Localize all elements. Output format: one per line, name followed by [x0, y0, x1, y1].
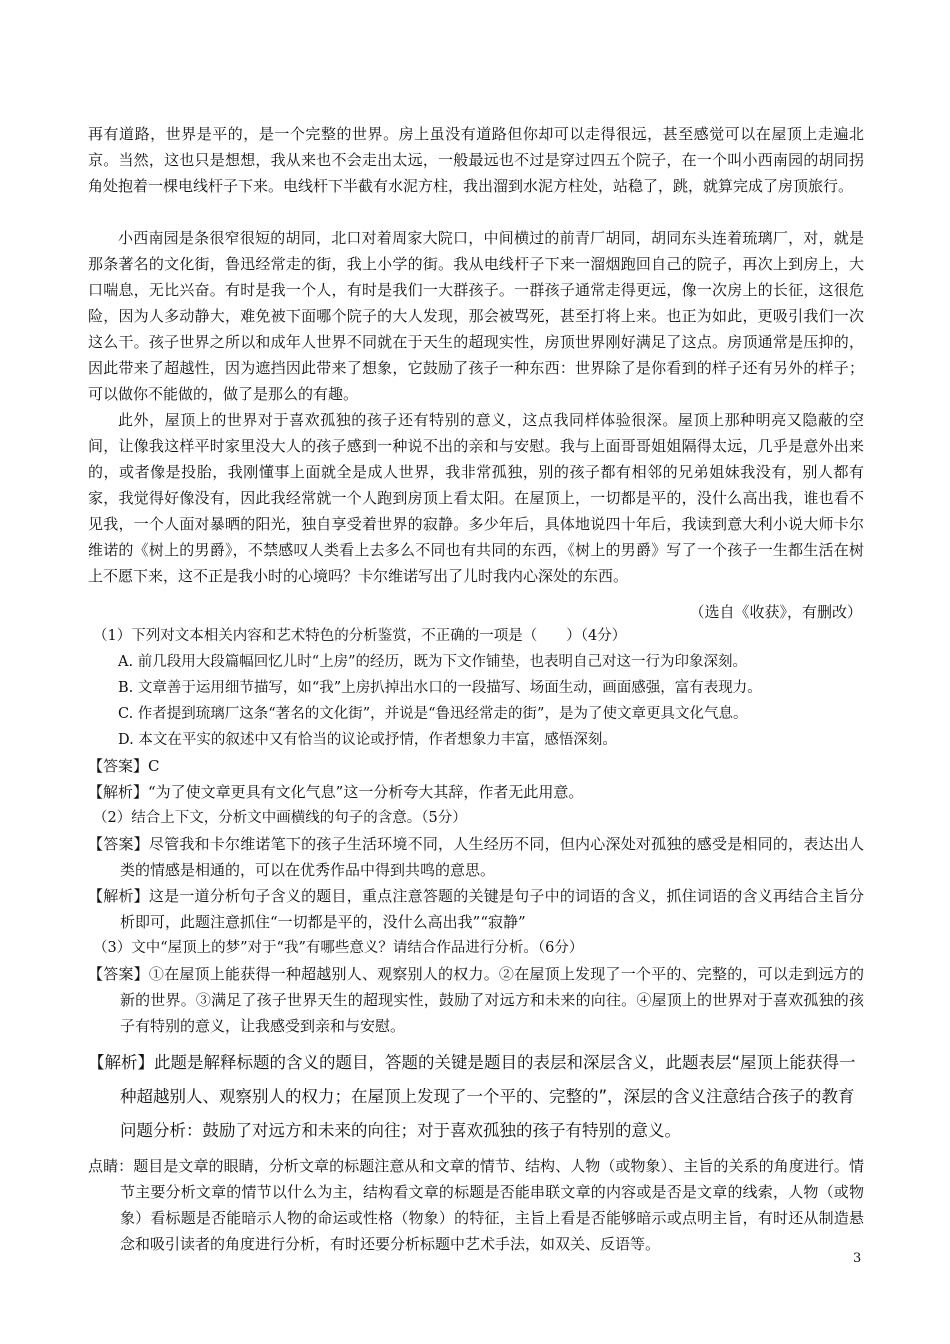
question-3-stem: （3）文中“屋顶上的梦”对于“我”有哪些意义？请结合作品进行分析。（6分） [93, 940, 584, 956]
page-number: 3 [853, 1251, 862, 1266]
question-1-stem: （1）下列对文本相关内容和艺术特色的分析鉴赏，不正确的一项是（ ）（4分） [93, 628, 627, 644]
question-1-option-a: A. 前几段用大段篇幅回忆儿时“上房”的经历，既为下文作铺垫，也表明自己对这一行为印象深刻。 [118, 654, 748, 670]
passage-source: （选自《收获》，有删改） [689, 603, 862, 621]
passage-paragraph-2: 小西南园是条很窄很短的胡同，北口对着周家大院口，中间横过的前青厂胡同，胡同东头连着琉璃厂，对，就是那条著名的文化街，鲁迅经常走的街，我上小学的街。我从电线杆子下来一溜烟跑回自己的院子，再次上到房上，大口喘息，无比兴奋。有时是我一个人，有时是我们一大群孩子。一群孩子通常走得更远，像一次房上的长征，这很危险，因为人多动静大，难免被下面哪个院子的大人发现，那会被骂死，甚至打将上来。也正为如此，更吸引我们一次这么干。孩子世界之所以和成年人世界不同就在于天生的超现实性，房顶世界刚好满足了这点。房顶通常是压抑的，因此带来了超越性，因为遮挡因此带来了想象，它鼓励了孩子一种东西：世界除了是你看到的样子还有另外的样子；可以做你不能做的，做了是那么的有趣。 [88, 229, 864, 403]
note-dianjing: 点睛：题目是文章的眼睛，分析文章的标题注意从和文章的情节、结构、人物（或物象）、主旨的关系的角度进行。情节主要分析文章的情节以什么为主，结构看文章的标题是否能串联文章的内容或是否是文章的线索，人物（或物象）看标题是否能暗示人物的命运或性格（物象）的特征，主旨上看是否能够暗示或点明主旨，有时还从制造悬念和吸引读者的角度进行分析，有时还要分析标题中艺术手法，如双关、反语等。 [88, 1157, 864, 1253]
question-3-answer: 【答案】①在屋顶上能获得一种超越别人、观察别人的权力。②在屋顶上发现了一个平的、完整的，可以走到远方的新的世界。③满足了孩子世界天生的超现实性，鼓励了对远方和未来的向往。④屋顶上的世界对于喜欢孤独的孩子有特别的意义，让我感受到亲和与安慰。 [88, 965, 864, 1035]
passage-paragraph-3: 此外，屋顶上的世界对于喜欢孤独的孩子还有特别的意义，这点我同样体验很深。屋顶上那种明亮又隐蔽的空间，让像我这样平时家里没大人的孩子感到一种说不出的亲和与安慰。我与上面哥哥姐姐隔得太远，几乎是意外出来的，或者像是投胎，我刚懂事上面就全是成人世界，我非常孤独，别的孩子都有相邻的兄弟姐妹我没有，别人都有家，我觉得好像没有，因此我经常就一个人跑到房顶上看太阳。在屋顶上，一切都是平的，没什么高出我，谁也看不见我，一个人面对暴晒的阳光，独自享受着世界的寂静。多少年后，具体地说四十年后，我读到意大利小说大师卡尔维诺的《树上的男爵》，不禁感叹人类看上去多么不同也有共同的东西，《树上的男爵》写了一个孩子一生都生活在树上不愿下来，这不正是我小时的心境吗？卡尔维诺写出了儿时我内心深处的东西。 [88, 411, 864, 585]
question-2-stem: （2）结合上下文，分析文中画横线的句子的含意。（5分） [93, 810, 467, 826]
question-1-option-d: D. 本文在平实的叙述中又有恰当的议论或抒情，作者想象力丰富，感悟深刻。 [118, 732, 617, 748]
question-2-analysis: 【解析】这是一道分析句子含义的题目，重点注意答题的关键是句子中的词语的含义，抓住词语的含义再结合主旨分析即可，此题注意抓住“一切都是平的，没什么高出我”“寂静” [88, 887, 864, 931]
question-1-analysis: 【解析】“为了使文章更具有文化气息”这一分析夸大其辞，作者无此用意。 [88, 783, 584, 801]
question-1-option-b: B. 文章善于运用细节描写，如“我”上房扒掉出水口的一段描写、场面生动，画面感强，富有表现力。 [118, 680, 762, 696]
question-1-answer: 【答案】C [88, 757, 160, 775]
question-3-analysis: 【解析】此题是解释标题的含义的题目，答题的关键是题目的表层和深层含义，此题表层“屋顶上能获得一种超越别人、观察别人的权力；在屋顶上发现了一个平的、完整的”，深层的含义注意结合孩子的教育问题分析：鼓励了对远方和未来的向往；对于喜欢孤独的孩子有特别的意义。 [88, 1053, 856, 1140]
passage-paragraph-1: 再有道路，世界是平的，是一个完整的世界。房上虽没有道路但你却可以走得很远，甚至感觉可以在屋顶上走遍北京。当然，这也只是想想，我从来也不会走出太远，一般最远也不过是穿过四五个院子，在一个叫小西南园的胡同拐角处抱着一棵电线杆子下来。电线杆下半截有水泥方柱，我出溜到水泥方柱处，站稳了，跳，就算完成了房顶旅行。 [88, 125, 864, 195]
question-1-option-c: C. 作者提到琉璃厂这条“著名的文化街”，并说是“鲁迅经常走的街”，是为了使文章更具文化气息。 [118, 706, 748, 722]
question-2-answer: 【答案】尽管我和卡尔维诺笔下的孩子生活环境不同，人生经历不同，但内心深处对孤独的感受是相同的，表达出人类的情感是相通的，可以在优秀作品中得到共鸣的意思。 [88, 835, 864, 879]
